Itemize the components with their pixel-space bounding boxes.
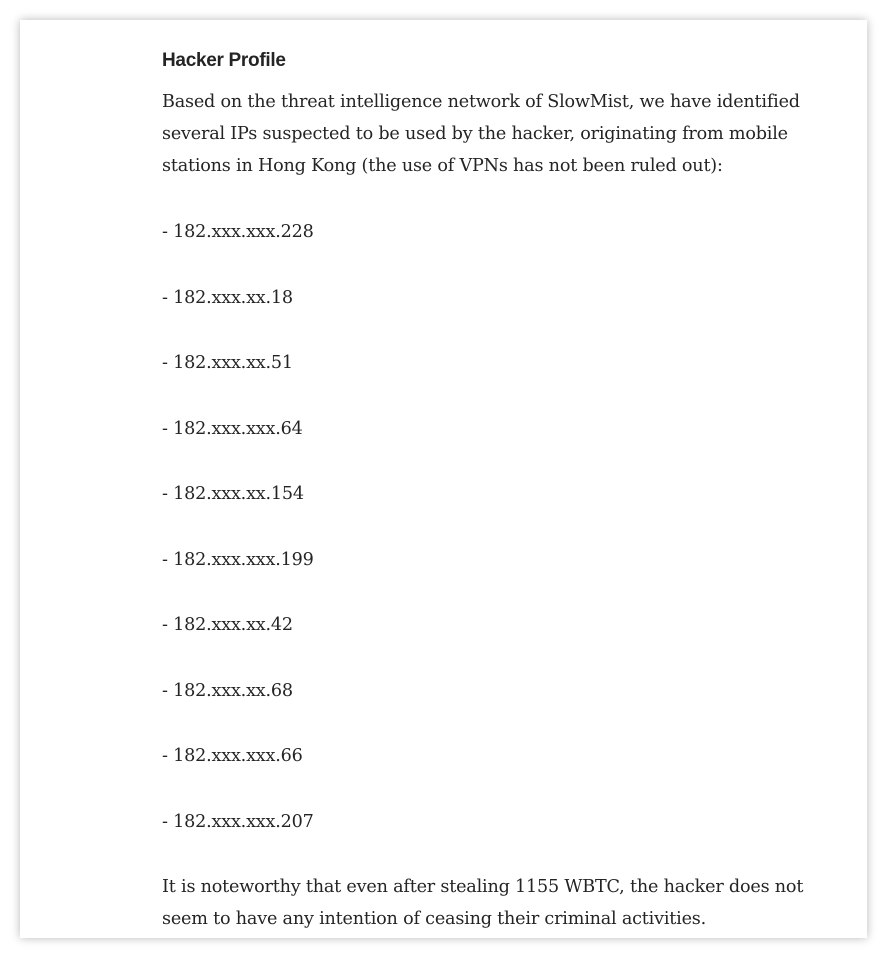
ip-list-item: - 182.xxx.xxx.228 [162,222,314,242]
ip-list-item: - 182.xxx.xx.51 [162,353,293,373]
ip-list-item: - 182.xxx.xxx.64 [162,418,303,439]
ip-list-item: - 182.xxx.xxx.66 [162,746,303,766]
section-heading: Hacker Profile [162,50,286,71]
ip-address-list [162,216,842,838]
ip-list-item: - 182.xxx.xx.18 [162,287,293,308]
ip-list-item: - 182.xxx.xx.154 [162,484,304,504]
intro-paragraph: Based on the threat intelligence network of SlowMist, we have identified several IPs suspected to be used by the hacker, originating from mobile stations in Hong Kong (the use of VPNs has not been ruled out): [162,92,800,176]
ip-list-item: - 182.xxx.xx.42 [162,615,293,635]
outro-paragraph: It is noteworthy that even after stealing 1155 WBTC, the hacker does not seem to have any intention of ceasing their criminal activities. [162,876,804,929]
ip-list-item: - 182.xxx.xxx.207 [162,811,314,832]
ip-list-item: - 182.xxx.xx.68 [162,680,293,701]
article-card [20,20,867,938]
ip-list-item: - 182.xxx.xxx.199 [162,549,314,570]
article-content [162,50,842,935]
